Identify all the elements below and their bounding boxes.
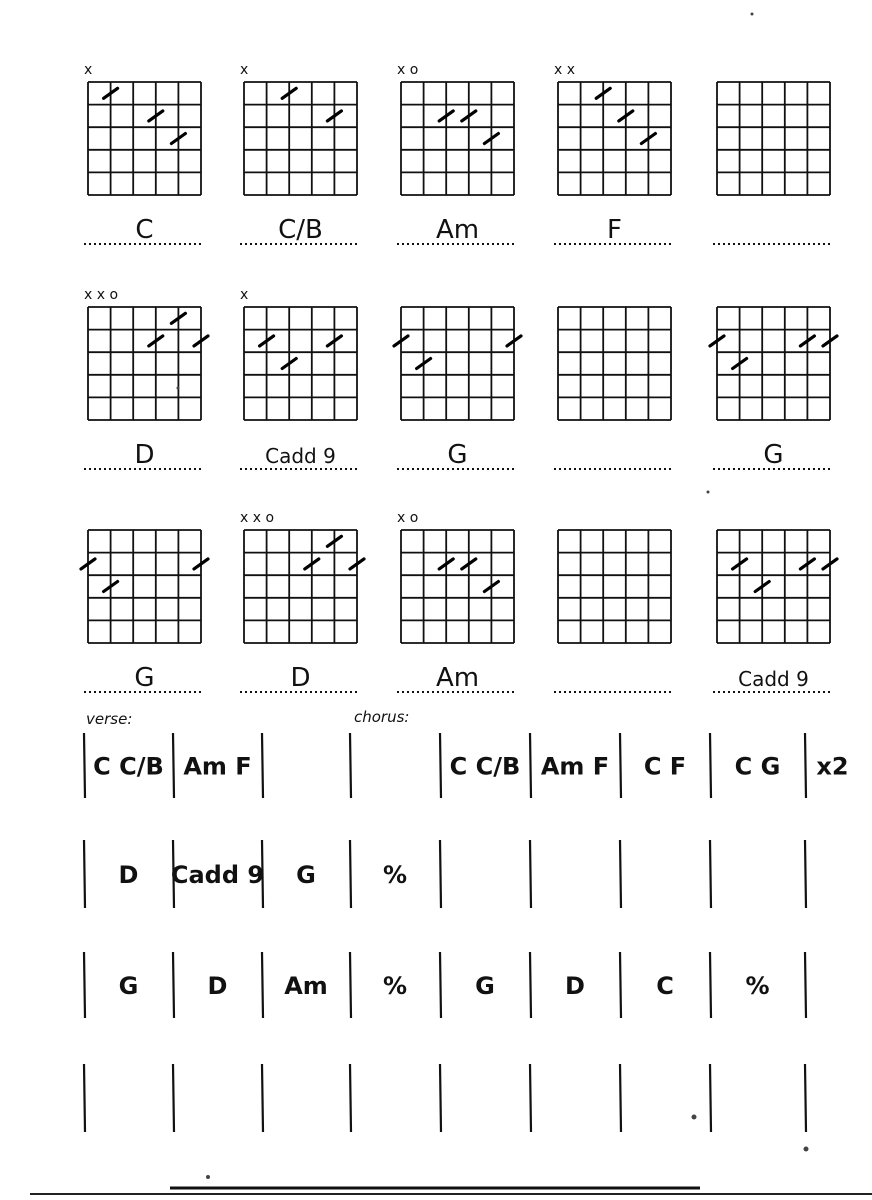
fretboard-grid xyxy=(244,82,357,195)
bar-line xyxy=(805,733,806,798)
speck xyxy=(692,1115,697,1120)
repeat-bar-symbol: % xyxy=(382,861,408,889)
bar-chords: G xyxy=(296,861,316,889)
chord-name: Am xyxy=(435,663,480,693)
chord-name: F xyxy=(607,215,622,245)
bar-line xyxy=(620,733,621,798)
fretboard-grid xyxy=(558,82,671,195)
bar-line xyxy=(350,1064,351,1132)
chord-name: C xyxy=(135,215,154,245)
chord-diagram xyxy=(397,62,516,245)
fretboard-grid xyxy=(244,307,357,420)
bar-line xyxy=(84,1064,85,1132)
speck xyxy=(751,13,754,16)
progression-row xyxy=(84,840,806,908)
chord-diagram xyxy=(81,530,208,693)
fretboard-grid xyxy=(717,530,830,643)
bar-chords: C C/B xyxy=(93,752,164,781)
bar-line xyxy=(620,840,621,908)
chord-name: D xyxy=(290,663,311,693)
chord-diagram xyxy=(713,530,837,692)
chord-diagram xyxy=(554,530,673,692)
string-markers: x o xyxy=(397,62,419,78)
bar-line xyxy=(173,952,174,1018)
bar-line xyxy=(530,1064,531,1132)
bar-line xyxy=(805,1064,806,1132)
bar-line xyxy=(805,840,806,908)
bar-line xyxy=(440,1064,441,1132)
bar-line xyxy=(350,952,351,1018)
chord-diagram xyxy=(84,287,208,470)
bar-line xyxy=(440,733,441,798)
bar-line xyxy=(84,733,85,798)
repeat-marker: x2 xyxy=(816,752,849,781)
bar-chords: C xyxy=(656,972,674,1000)
chord-diagram xyxy=(394,307,521,470)
bar-line xyxy=(440,840,441,908)
fretboard-grid xyxy=(717,307,830,420)
string-markers: x xyxy=(240,62,249,78)
chord-name: C/B xyxy=(278,215,323,245)
fretboard-grid xyxy=(401,82,514,195)
fretboard-grid xyxy=(244,530,357,643)
bar-chords: C F xyxy=(643,752,687,781)
progression-sections xyxy=(86,708,409,728)
bar-chords: C C/B xyxy=(449,752,521,781)
chord-diagram xyxy=(397,510,516,693)
chord-diagram xyxy=(240,510,364,693)
bar-line xyxy=(530,840,531,908)
bar-chords: C G xyxy=(734,752,781,781)
fretboard-grid xyxy=(401,307,514,420)
bar-line xyxy=(440,952,441,1018)
bar-chords: D xyxy=(118,861,139,889)
speck xyxy=(206,1175,210,1179)
bar-chords: Cadd 9 xyxy=(170,861,265,889)
bar-line xyxy=(620,952,621,1018)
fretboard-grid xyxy=(558,307,671,420)
chord-name: Am xyxy=(435,215,480,245)
bar-line xyxy=(84,952,85,1018)
bar-line xyxy=(710,840,711,908)
bar-chords: Am F xyxy=(183,752,252,781)
chord-name: G xyxy=(134,663,155,693)
bar-line xyxy=(350,840,351,908)
fretboard-grid xyxy=(558,530,671,643)
bar-line xyxy=(620,1064,621,1132)
string-markers: x xyxy=(240,287,249,303)
speck xyxy=(177,387,180,390)
bar-chords: Am xyxy=(284,972,328,1000)
bar-chords: D xyxy=(207,972,228,1000)
string-markers: x x xyxy=(554,62,576,78)
repeat-bar-symbol: % xyxy=(745,972,770,1000)
progression-row xyxy=(84,733,849,798)
bar-line xyxy=(173,1064,174,1132)
bar-chords: G xyxy=(118,972,139,1000)
fretboard-grid xyxy=(88,530,201,643)
fretboard-grid xyxy=(88,307,201,420)
bar-line xyxy=(262,952,263,1018)
chord-name: G xyxy=(447,440,468,470)
chord-diagram xyxy=(554,307,673,469)
bar-line xyxy=(530,733,531,798)
progression-row xyxy=(84,952,806,1018)
chord-diagram xyxy=(713,82,832,244)
chord-name: D xyxy=(134,440,155,470)
bar-chords: D xyxy=(565,972,585,1000)
speck xyxy=(804,1147,809,1152)
fretboard-grid xyxy=(717,82,830,195)
speck xyxy=(707,491,710,494)
string-markers: x x o xyxy=(84,287,119,303)
fretboard-grid xyxy=(401,530,514,643)
bar-line xyxy=(710,1064,711,1132)
bar-line xyxy=(84,840,85,908)
chord-name: G xyxy=(763,440,784,470)
chord-diagram xyxy=(84,62,203,245)
bar-line xyxy=(262,1064,263,1132)
string-markers: x x o xyxy=(240,510,275,526)
bar-line xyxy=(530,952,531,1018)
string-markers: x o xyxy=(397,510,419,526)
bar-line xyxy=(710,733,711,798)
chorus-label: chorus: xyxy=(354,708,410,726)
bar-line xyxy=(173,733,174,798)
string-markers: x xyxy=(84,62,93,78)
chord-diagrams xyxy=(81,62,837,693)
chord-name: Cadd 9 xyxy=(265,444,336,468)
chord-diagram xyxy=(710,307,837,470)
bar-line xyxy=(710,952,711,1018)
chord-diagram xyxy=(554,62,673,245)
bar-chords: Am F xyxy=(540,752,610,781)
progression-grid xyxy=(84,733,849,1132)
chord-diagram xyxy=(240,62,359,245)
bar-line xyxy=(350,733,351,798)
repeat-bar-symbol: % xyxy=(382,972,408,1000)
bar-line xyxy=(805,952,806,1018)
progression-row xyxy=(84,1064,806,1132)
verse-label: verse: xyxy=(86,710,133,728)
chord-diagram xyxy=(240,287,359,469)
chord-name: Cadd 9 xyxy=(738,667,809,691)
bar-line xyxy=(262,733,263,798)
bar-chords: G xyxy=(475,972,495,1000)
